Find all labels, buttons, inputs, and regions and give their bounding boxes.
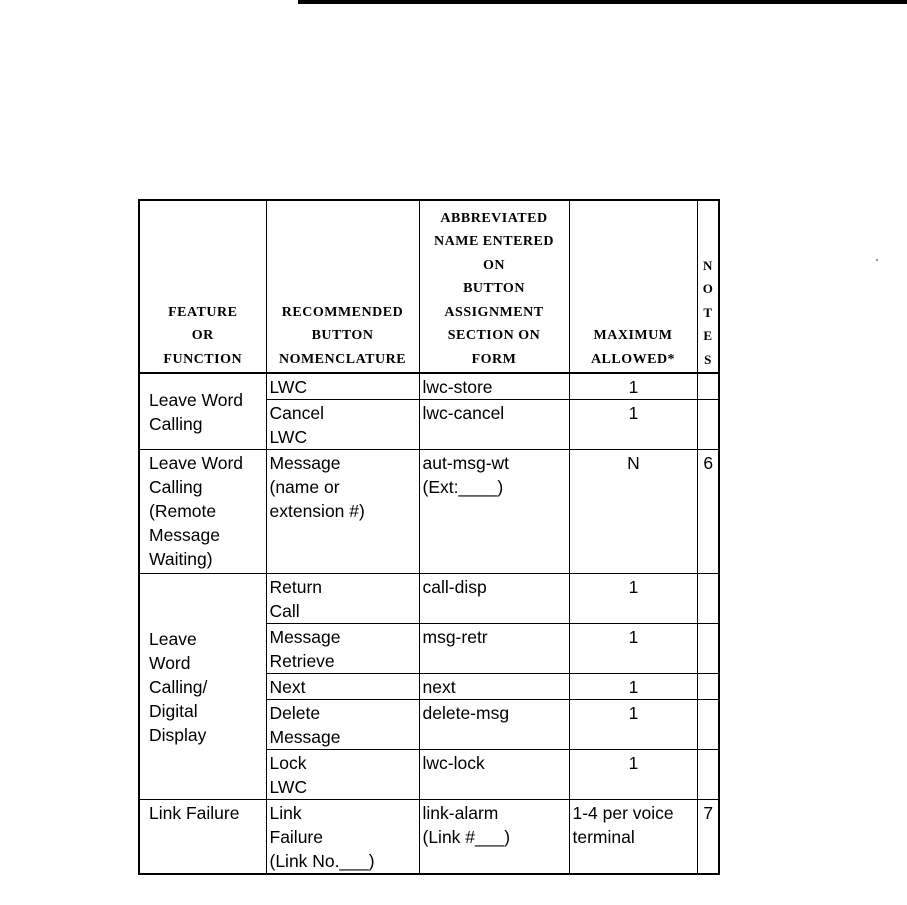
feature-cell: Link Failure [139,800,266,875]
abbrev-cell: link-alarm (Link #___) [419,800,569,875]
nomenclature-cell: Message Retrieve [266,624,419,674]
notes-cell [697,400,719,450]
feature-cell: Leave Word Calling (Remote Message Waiting) [139,450,266,574]
notes-cell: 7 [697,800,719,875]
nomenclature-cell: Delete Message [266,700,419,750]
header-abbreviated: ABBREVIATED NAME ENTERED ON BUTTON ASSIGNMENT SECTION ON FORM [419,200,569,373]
abbrev-cell: msg-retr [419,624,569,674]
header-notes: N O T E S [697,200,719,373]
abbrev-cell: lwc-store [419,373,569,400]
max-cell: N [569,450,697,574]
header-row [139,200,719,373]
abbrev-cell: call-disp [419,574,569,624]
table-row [139,800,719,875]
nomenclature-cell: Lock LWC [266,750,419,800]
abbrev-cell: next [419,674,569,700]
abbrev-cell: delete-msg [419,700,569,750]
nomenclature-cell: Return Call [266,574,419,624]
table-row [139,574,719,624]
notes-cell [697,674,719,700]
feature-cell: Leave Word Calling [139,373,266,450]
nomenclature-cell: Message (name or extension #) [266,450,419,574]
scan-speck [876,259,878,261]
feature-cell: Leave Word Calling/ Digital Display [139,574,266,800]
max-cell: 1 [569,624,697,674]
max-cell: 1 [569,574,697,624]
nomenclature-cell: Cancel LWC [266,400,419,450]
header-nomenclature: RECOMMENDED BUTTON NOMENCLATURE [266,200,419,373]
max-cell: 1 [569,373,697,400]
table-row [139,450,719,574]
nomenclature-cell: Next [266,674,419,700]
notes-cell [697,750,719,800]
top-rule [298,0,907,4]
max-cell: 1-4 per voice terminal [569,800,697,875]
header-feature: FEATURE OR FUNCTION [139,200,266,373]
max-cell: 1 [569,400,697,450]
max-cell: 1 [569,674,697,700]
notes-cell [697,624,719,674]
nomenclature-cell: LWC [266,373,419,400]
notes-cell [697,700,719,750]
abbrev-cell: lwc-lock [419,750,569,800]
notes-cell: 6 [697,450,719,574]
header-maximum: MAXIMUM ALLOWED* [569,200,697,373]
table-row [139,373,719,400]
notes-cell [697,574,719,624]
button-assignment-table [138,199,720,875]
abbrev-cell: lwc-cancel [419,400,569,450]
abbrev-cell: aut-msg-wt (Ext:____) [419,450,569,574]
nomenclature-cell: Link Failure (Link No.___) [266,800,419,875]
max-cell: 1 [569,700,697,750]
max-cell: 1 [569,750,697,800]
notes-cell [697,373,719,400]
